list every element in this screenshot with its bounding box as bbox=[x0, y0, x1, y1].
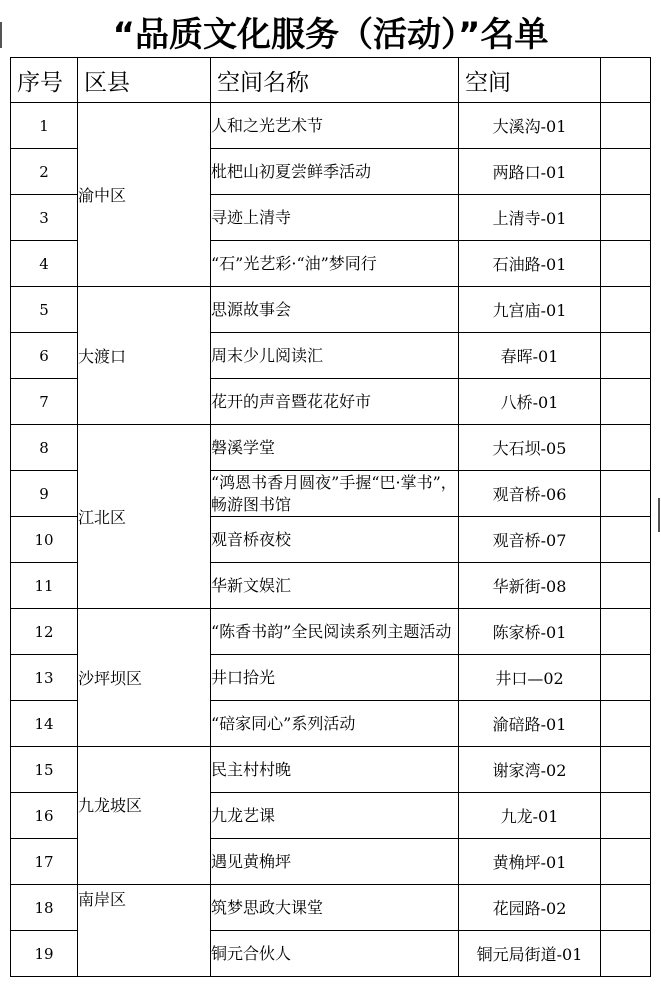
row-index: 4 bbox=[11, 241, 78, 287]
row-index: 19 bbox=[11, 931, 78, 977]
header-space: 空间 bbox=[459, 58, 601, 103]
row-index: 15 bbox=[11, 747, 78, 793]
activity-name: 花开的声音暨花花好市 bbox=[211, 379, 459, 425]
activity-name: 寻迹上清寺 bbox=[211, 195, 459, 241]
row-index: 3 bbox=[11, 195, 78, 241]
activity-name: 枇杷山初夏尝鲜季活动 bbox=[211, 149, 459, 195]
activity-name: 思源故事会 bbox=[211, 287, 459, 333]
row-index: 12 bbox=[11, 609, 78, 655]
district-cell: 大渡口 bbox=[78, 287, 211, 425]
space-code: 上清寺-01 bbox=[459, 195, 601, 241]
activity-name: “陈香书韵”全民阅读系列主题活动 bbox=[211, 609, 459, 655]
space-code: 渝碚路-01 bbox=[459, 701, 601, 747]
space-code: 陈家桥-01 bbox=[459, 609, 601, 655]
blank-cell bbox=[601, 885, 651, 931]
table-row bbox=[11, 885, 651, 931]
blank-cell bbox=[601, 931, 651, 977]
space-code: 观音桥-06 bbox=[459, 471, 601, 517]
space-code: 九龙-01 bbox=[459, 793, 601, 839]
table-row bbox=[11, 609, 651, 655]
table-row bbox=[11, 103, 651, 149]
row-index: 14 bbox=[11, 701, 78, 747]
district-cell: 沙坪坝区 bbox=[78, 609, 211, 747]
activity-name: 铜元合伙人 bbox=[211, 931, 459, 977]
space-code: 大溪沟-01 bbox=[459, 103, 601, 149]
blank-cell bbox=[601, 609, 651, 655]
blank-cell bbox=[601, 195, 651, 241]
table-header-row bbox=[11, 58, 651, 103]
blank-cell bbox=[601, 655, 651, 701]
space-code: 井口—02 bbox=[459, 655, 601, 701]
page-edge-mark bbox=[658, 498, 660, 532]
activity-name: 周末少儿阅读汇 bbox=[211, 333, 459, 379]
space-code: 两路口-01 bbox=[459, 149, 601, 195]
space-code: 八桥-01 bbox=[459, 379, 601, 425]
row-index: 16 bbox=[11, 793, 78, 839]
blank-cell bbox=[601, 425, 651, 471]
row-index: 13 bbox=[11, 655, 78, 701]
district-cell: 南岸区 bbox=[78, 885, 211, 977]
activity-name: 华新文娱汇 bbox=[211, 563, 459, 609]
district-cell: 九龙坡区 bbox=[78, 747, 211, 885]
row-index: 9 bbox=[11, 471, 78, 517]
row-index: 1 bbox=[11, 103, 78, 149]
space-code: 华新街-08 bbox=[459, 563, 601, 609]
blank-cell bbox=[601, 103, 651, 149]
activity-name: 九龙艺课 bbox=[211, 793, 459, 839]
row-index: 6 bbox=[11, 333, 78, 379]
blank-cell bbox=[601, 241, 651, 287]
activity-name: 井口拾光 bbox=[211, 655, 459, 701]
blank-cell bbox=[601, 517, 651, 563]
space-code: 春晖-01 bbox=[459, 333, 601, 379]
row-index: 17 bbox=[11, 839, 78, 885]
activity-name: 遇见黄桷坪 bbox=[211, 839, 459, 885]
space-code: 九宫庙-01 bbox=[459, 287, 601, 333]
blank-cell bbox=[601, 379, 651, 425]
row-index: 2 bbox=[11, 149, 78, 195]
blank-cell bbox=[601, 149, 651, 195]
row-index: 7 bbox=[11, 379, 78, 425]
space-code: 大石坝-05 bbox=[459, 425, 601, 471]
blank-cell bbox=[601, 563, 651, 609]
blank-cell bbox=[601, 701, 651, 747]
blank-cell bbox=[601, 747, 651, 793]
blank-cell bbox=[601, 333, 651, 379]
activity-name: 民主村村晚 bbox=[211, 747, 459, 793]
row-index: 18 bbox=[11, 885, 78, 931]
row-index: 8 bbox=[11, 425, 78, 471]
space-code: 黄桷坪-01 bbox=[459, 839, 601, 885]
blank-cell bbox=[601, 471, 651, 517]
header-space-name: 空间名称 bbox=[211, 58, 459, 103]
activity-name: “鸿恩书香月圆夜”手握“巴·掌书”，畅游图书馆 bbox=[211, 471, 459, 517]
row-index: 11 bbox=[11, 563, 78, 609]
activity-name: 观音桥夜校 bbox=[211, 517, 459, 563]
activity-name: 磐溪学堂 bbox=[211, 425, 459, 471]
header-blank-cell bbox=[601, 58, 651, 103]
space-code: 铜元局街道-01 bbox=[459, 931, 601, 977]
activity-name: “碚家同心”系列活动 bbox=[211, 701, 459, 747]
district-cell: 渝中区 bbox=[78, 103, 211, 287]
document-title: “品质文化服务（活动）”名单 bbox=[112, 15, 549, 55]
activity-name: “石”光艺彩·“油”梦同行 bbox=[211, 241, 459, 287]
table-row bbox=[11, 425, 651, 471]
blank-cell bbox=[601, 287, 651, 333]
space-code: 谢家湾-02 bbox=[459, 747, 601, 793]
activity-table bbox=[10, 57, 651, 977]
header-district: 区县 bbox=[78, 58, 211, 103]
space-code: 石油路-01 bbox=[459, 241, 601, 287]
district-cell: 江北区 bbox=[78, 425, 211, 609]
activity-name: 人和之光艺术节 bbox=[211, 103, 459, 149]
space-code: 观音桥-07 bbox=[459, 517, 601, 563]
table-row bbox=[11, 747, 651, 793]
table-row bbox=[11, 287, 651, 333]
space-code: 花园路-02 bbox=[459, 885, 601, 931]
row-index: 5 bbox=[11, 287, 78, 333]
blank-cell bbox=[601, 793, 651, 839]
blank-cell bbox=[601, 839, 651, 885]
header-index: 序号 bbox=[11, 58, 78, 103]
activity-name: 筑梦思政大课堂 bbox=[211, 885, 459, 931]
row-index: 10 bbox=[11, 517, 78, 563]
